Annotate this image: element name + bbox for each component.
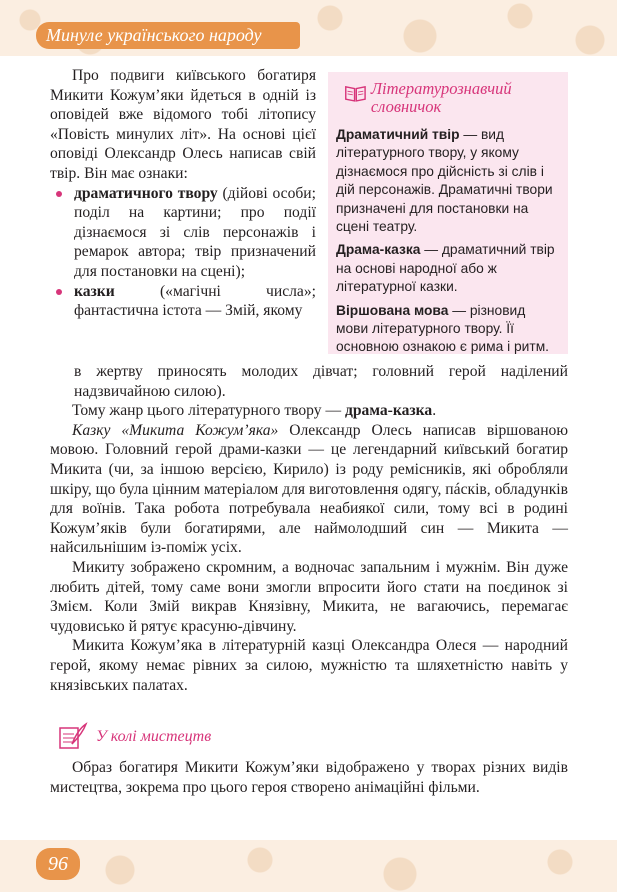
bullet-continuation: в жертву приносять молодих дівчат; головний герой наділений надзвичайною силою). — [74, 363, 568, 400]
dictionary-definition: — драматичний твір на основі народної або ж літературної казки. — [336, 242, 555, 295]
features-list — [50, 184, 316, 321]
arts-paragraph: Образ богатиря Микити Кожум’яки відображено у творах різних видів мистецтва, зокрема про цього героя створено анімаційні фільми. — [50, 759, 568, 796]
dictionary-entry — [334, 126, 560, 236]
bullet-text: (дійові особи; поділ на картини; про події дізнаємося зі слів персонажів і ремарок автора; твір призначений для постановки на сцені); — [74, 184, 316, 280]
intro-paragraph: Про подвиги київського богатиря Микити Кожум’яки йдеться в одній із оповідей вже відомого тобі літопису «Повість минулих літ». На основі цієї оповіді Олександр Олесь написав свій твір. Він має ознаки: — [50, 67, 316, 182]
book-icon — [344, 82, 367, 104]
arts-section-body — [50, 758, 568, 797]
genre-line — [50, 401, 568, 421]
paragraph-summary: Микита Кожум’яка в літературній казці Олександра Олеся — народний герой, якому немає рівних за силою, мужністю та шляхетністю навіть у князівських палатах. — [50, 637, 568, 694]
paragraph-hero — [50, 421, 568, 558]
dictionary-term: Драма-казка — [336, 242, 421, 258]
dictionary-entry — [334, 302, 560, 357]
dictionary-entry — [334, 241, 560, 296]
literary-dictionary-box — [328, 72, 568, 354]
list-item — [50, 282, 316, 321]
dictionary-header — [344, 80, 560, 126]
work-title: Казку «Микита Кожум’яка» — [72, 421, 279, 439]
page-number: 96 — [36, 848, 80, 880]
section-title: Минуле українського народу — [36, 22, 300, 49]
bullet-text: («магічні числа»; фантастична істота — Змій, якому — [74, 282, 316, 320]
dictionary-term: Віршована мова — [336, 302, 449, 318]
genre-term: драма-казка — [344, 402, 433, 420]
main-text — [50, 362, 568, 695]
genre-text: Тому жанр цього літературного твору — — [72, 402, 345, 420]
dictionary-term: Драматичний твір — [336, 127, 460, 142]
paragraph-character: Микиту зображено скромним, а водночас запальним і мужнім. Він дуже любить дітей, тому саме вони змогли впросити його стати на поєдинок зі Змієм. Коли Змій викрав Князівну, Микита, не вагаючись, перемагає чудовисько й рятує красуню-дівчину. — [50, 558, 568, 635]
paragraph-text: Олександр Олесь написав віршованою мовою. Головний герой драми-казки — це легендарний київський богатир Микита (чи, за іншою версією, Кирило) із роду ремісників, які обробляли шкіру, що була цінним матеріалом для виготовлення одягу, пáсків, обладунків для воїнів. Така робота потребувала неабиякої сили, тому всі в родині Кожум’яків були богатирями, але наймолодший син — Микита — найсильнішим із-поміж усіх. — [50, 421, 568, 557]
footer-decor-band — [0, 840, 617, 892]
dictionary-title: Літературознавчий словничок — [370, 79, 512, 116]
left-column — [50, 66, 316, 321]
bullet-term: драматичного твору — [74, 184, 218, 202]
quill-icon — [58, 722, 88, 752]
dictionary-definition: — різновид мови літературного твору. Її основною ознакою є рима і ритм. — [336, 302, 550, 355]
genre-end: . — [432, 402, 437, 420]
dictionary-definition: — вид літературного твору, у якому дізнаємося про дійсність зі слів і дій персонажів. Драматичні твори призначені для постановки на сцені театру. — [336, 127, 553, 235]
list-item — [50, 184, 316, 282]
arts-section-title: У колі мистецтв — [96, 728, 212, 745]
bullet-term: казки — [74, 282, 115, 300]
arts-section-header — [58, 722, 211, 752]
